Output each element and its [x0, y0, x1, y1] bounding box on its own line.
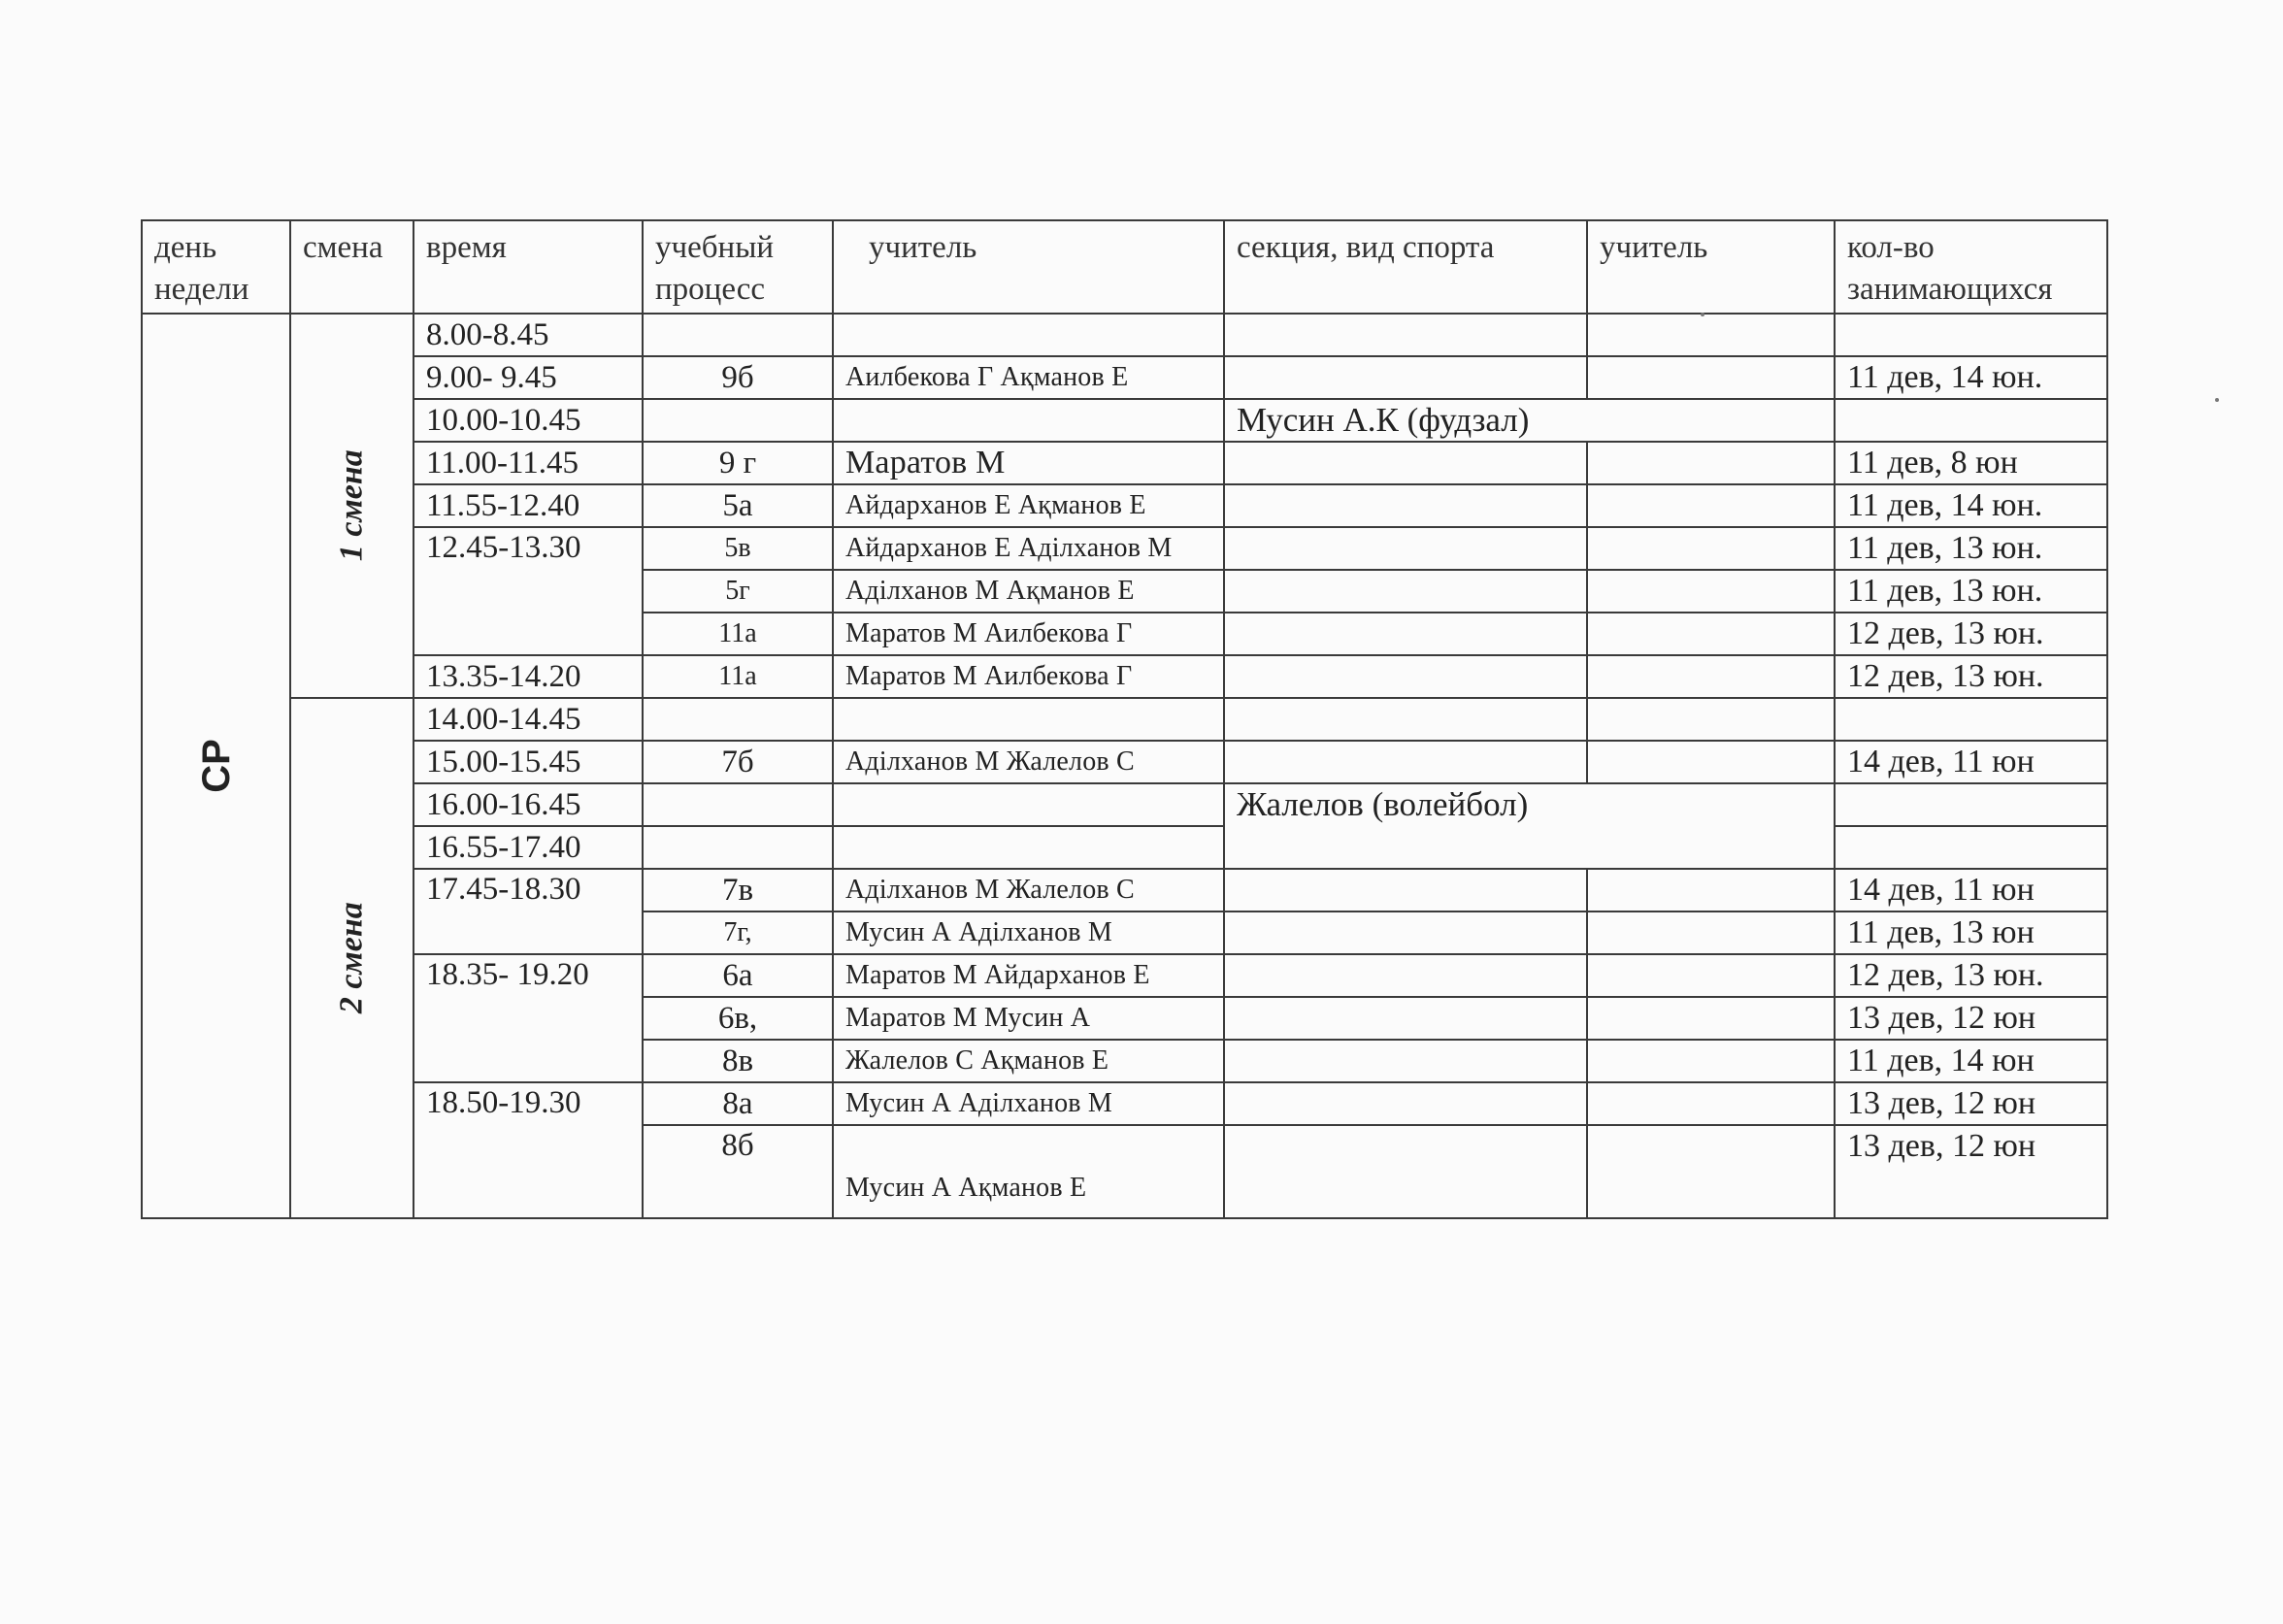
class-cell: 11а [643, 655, 833, 698]
count-cell: 11 дев, 13 юн. [1835, 527, 2107, 570]
teacher-cell: Мусин А Ақманов Е [833, 1125, 1224, 1218]
teacher-cell [833, 399, 1224, 442]
section-cell [1224, 997, 1587, 1040]
class-cell: 9 г [643, 442, 833, 484]
count-cell: 11 дев, 13 юн. [1835, 570, 2107, 613]
count-cell: 12 дев, 13 юн. [1835, 655, 2107, 698]
class-cell: 5в [643, 527, 833, 570]
class-cell [643, 783, 833, 826]
teacher-cell: Аділханов М Жалелов С [833, 741, 1224, 783]
teacher-2-cell [1587, 1082, 1835, 1125]
teacher-2-cell [1587, 741, 1835, 783]
class-cell [643, 314, 833, 356]
count-cell: 12 дев, 13 юн. [1835, 954, 2107, 997]
table-row [142, 527, 2107, 570]
time-cell: 13.35-14.20 [414, 655, 643, 698]
teacher-cell: Маратов М Аилбекова Г [833, 613, 1224, 655]
table-row [142, 356, 2107, 399]
time-cell: 17.45-18.30 [414, 869, 643, 954]
count-cell [1835, 399, 2107, 442]
class-cell: 8б [643, 1125, 833, 1218]
time-cell: 11.55-12.40 [414, 484, 643, 527]
teacher-cell: Мусин А Аділханов М [833, 911, 1224, 954]
count-cell: 12 дев, 13 юн. [1835, 613, 2107, 655]
scan-speck [1701, 313, 1704, 316]
table-row [142, 484, 2107, 527]
class-cell: 7б [643, 741, 833, 783]
teacher-cell: Маратов М Мусин А [833, 997, 1224, 1040]
table-row [142, 655, 2107, 698]
header-teacher-2: учитель [1587, 220, 1835, 314]
section-cell [1224, 442, 1587, 484]
time-cell: 15.00-15.45 [414, 741, 643, 783]
teacher-cell: Аділханов М Ақманов Е [833, 570, 1224, 613]
section-cell [1224, 613, 1587, 655]
section-cell [1224, 911, 1587, 954]
count-cell [1835, 783, 2107, 826]
header-section: секция, вид спорта [1224, 220, 1587, 314]
day-label: СР [194, 739, 238, 793]
class-cell [643, 698, 833, 741]
section-cell [1224, 1082, 1587, 1125]
count-cell: 13 дев, 12 юн [1835, 1082, 2107, 1125]
class-cell: 6в, [643, 997, 833, 1040]
teacher-cell [833, 826, 1224, 869]
table-row [142, 1082, 2107, 1125]
header-day: день недели [142, 220, 290, 314]
section-span-cell: Жалелов (волейбол) [1224, 783, 1835, 869]
section-cell [1224, 655, 1587, 698]
teacher-2-cell [1587, 442, 1835, 484]
teacher-2-cell [1587, 911, 1835, 954]
class-cell: 7г, [643, 911, 833, 954]
section-cell [1224, 869, 1587, 911]
time-cell: 11.00-11.45 [414, 442, 643, 484]
teacher-cell: Аділханов М Жалелов С [833, 869, 1224, 911]
teacher-2-cell [1587, 869, 1835, 911]
shift-1-label: 1 смена [333, 449, 370, 562]
teacher-2-cell [1587, 954, 1835, 997]
time-cell: 18.35- 19.20 [414, 954, 643, 1082]
count-cell: 11 дев, 14 юн. [1835, 484, 2107, 527]
section-cell [1224, 1040, 1587, 1082]
class-cell: 5г [643, 570, 833, 613]
teacher-cell: Айдарханов Е Ақманов Е [833, 484, 1224, 527]
section-cell [1224, 314, 1587, 356]
shift-2-cell [290, 698, 414, 1218]
section-cell [1224, 356, 1587, 399]
class-cell [643, 826, 833, 869]
count-cell: 14 дев, 11 юн [1835, 741, 2107, 783]
time-cell: 9.00- 9.45 [414, 356, 643, 399]
time-cell: 18.50-19.30 [414, 1082, 643, 1218]
section-cell [1224, 527, 1587, 570]
teacher-cell: Маратов М Айдарханов Е [833, 954, 1224, 997]
count-cell: 11 дев, 14 юн. [1835, 356, 2107, 399]
scan-speck [2215, 398, 2219, 402]
class-cell: 11а [643, 613, 833, 655]
table-row [142, 741, 2107, 783]
section-cell [1224, 954, 1587, 997]
table-row [142, 442, 2107, 484]
teacher-cell [833, 314, 1224, 356]
header-shift: смена [290, 220, 414, 314]
table-row [142, 954, 2107, 997]
teacher-cell [833, 783, 1224, 826]
section-span-cell: Мусин А.К (фудзал) [1224, 399, 1835, 442]
time-cell: 16.55-17.40 [414, 826, 643, 869]
teacher-2-cell [1587, 484, 1835, 527]
teacher-cell [833, 698, 1224, 741]
table-row [142, 399, 2107, 442]
header-row [142, 220, 2107, 314]
class-cell: 8в [643, 1040, 833, 1082]
count-cell [1835, 314, 2107, 356]
section-cell [1224, 698, 1587, 741]
class-cell: 6а [643, 954, 833, 997]
teacher-2-cell [1587, 655, 1835, 698]
teacher-cell: Маратов М Аилбекова Г [833, 655, 1224, 698]
schedule-table [141, 219, 2108, 1219]
header-count: кол-во занимающихся [1835, 220, 2107, 314]
section-cell [1224, 570, 1587, 613]
teacher-cell: Мусин А Аділханов М [833, 1082, 1224, 1125]
teacher-2-cell [1587, 698, 1835, 741]
table-row [142, 698, 2107, 741]
class-cell: 7в [643, 869, 833, 911]
table-row [142, 783, 2107, 826]
teacher-2-cell [1587, 1125, 1835, 1218]
class-cell: 5а [643, 484, 833, 527]
section-cell [1224, 1125, 1587, 1218]
count-cell [1835, 698, 2107, 741]
time-cell: 8.00-8.45 [414, 314, 643, 356]
teacher-cell: Айдарханов Е Аділханов М [833, 527, 1224, 570]
day-cell [142, 314, 290, 1218]
count-cell: 13 дев, 12 юн [1835, 1125, 2107, 1218]
time-cell: 12.45-13.30 [414, 527, 643, 655]
header-time: время [414, 220, 643, 314]
class-cell [643, 399, 833, 442]
time-cell: 10.00-10.45 [414, 399, 643, 442]
section-cell [1224, 484, 1587, 527]
teacher-2-cell [1587, 314, 1835, 356]
section-cell [1224, 741, 1587, 783]
class-cell: 9б [643, 356, 833, 399]
shift-1-cell [290, 314, 414, 698]
teacher-2-cell [1587, 613, 1835, 655]
teacher-2-cell [1587, 1040, 1835, 1082]
table-row [142, 314, 2107, 356]
teacher-cell: Аилбекова Г Ақманов Е [833, 356, 1224, 399]
count-cell: 11 дев, 14 юн [1835, 1040, 2107, 1082]
count-cell: 13 дев, 12 юн [1835, 997, 2107, 1040]
count-cell [1835, 826, 2107, 869]
teacher-cell: Маратов М [833, 442, 1224, 484]
teacher-cell: Жалелов С Ақманов Е [833, 1040, 1224, 1082]
teacher-2-cell [1587, 356, 1835, 399]
time-cell: 14.00-14.45 [414, 698, 643, 741]
teacher-2-cell [1587, 997, 1835, 1040]
table-row [142, 869, 2107, 911]
teacher-2-cell [1587, 527, 1835, 570]
count-cell: 14 дев, 11 юн [1835, 869, 2107, 911]
class-cell: 8а [643, 1082, 833, 1125]
count-cell: 11 дев, 8 юн [1835, 442, 2107, 484]
shift-2-label: 2 смена [333, 902, 370, 1014]
header-process: учебный процесс [643, 220, 833, 314]
header-teacher: учитель [833, 220, 1224, 314]
count-cell: 11 дев, 13 юн [1835, 911, 2107, 954]
time-cell: 16.00-16.45 [414, 783, 643, 826]
teacher-2-cell [1587, 570, 1835, 613]
